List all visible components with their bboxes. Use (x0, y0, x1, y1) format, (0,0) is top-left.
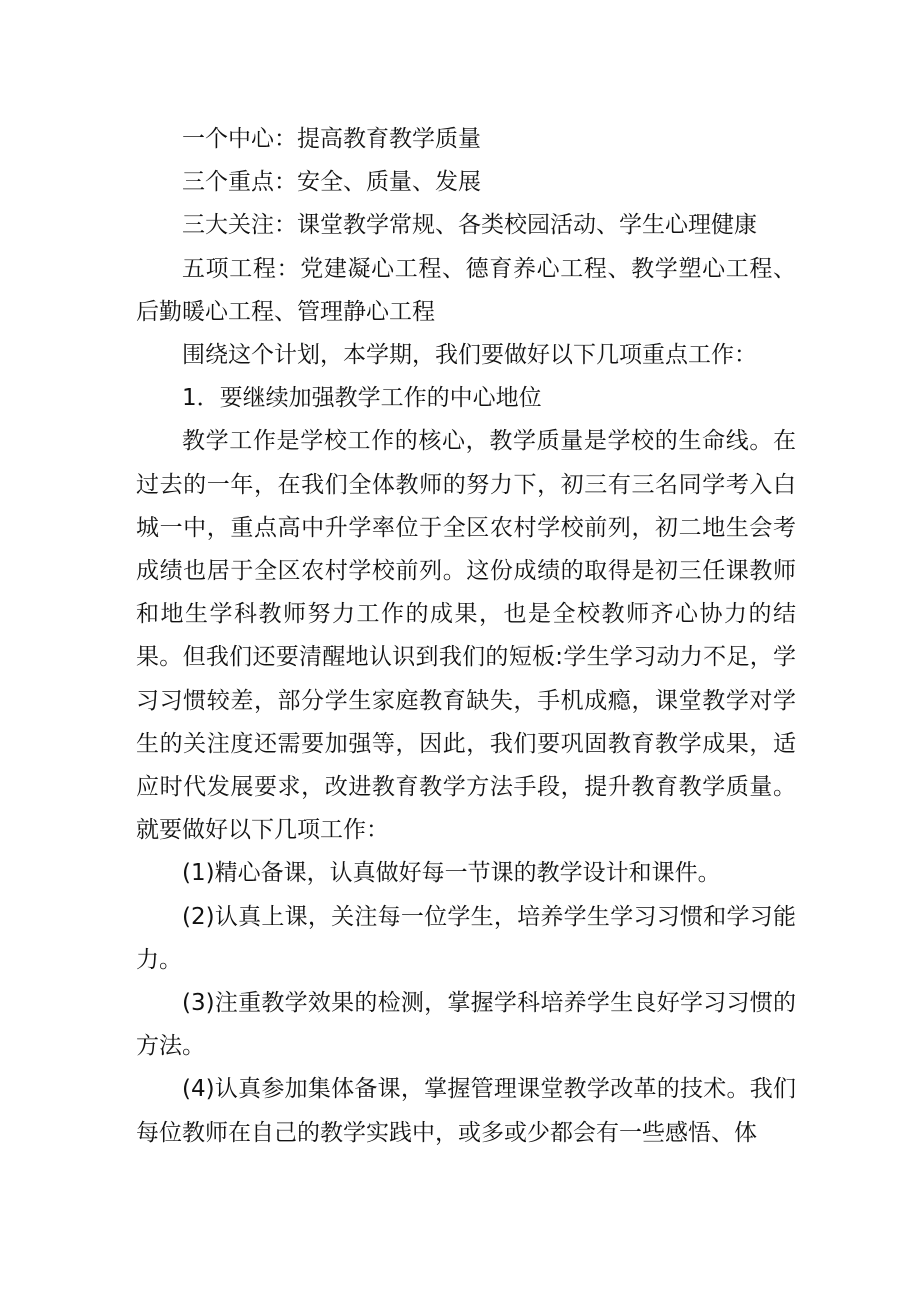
paragraph-five-projects: 五项工程：党建凝心工程、德育养心工程、教学塑心工程、后勤暖心工程、管理静心工程 (136, 255, 796, 325)
body-text (136, 118, 796, 1155)
paragraph-teaching-core: 教学工作是学校工作的核心，教学质量是学校的生命线。在过去的一年，在我们全体教师的努力下，初三有三名同学考入白城一中，重点高中升学率位于全区农村学校前列，初二地生会考成绩也居于全区农村学校前列。这份成绩的取得是初三任课教师和地生学科教师努力工作的成果，也是全校教师齐心协力的结果。但我们还要清醒地认识到我们的短板:学生学习动力不足，学习习惯较差，部分学生家庭教育缺失，手机成瘾，课堂教学对学生的关注度还需要加强等，因此，我们要巩固教育教学成果，适应时代发展要求，改进教育教学方法手段，提升教育教学质量。就要做好以下几项工作： (136, 428, 796, 844)
list-item-2: (2)认真上课，关注每一位学生，培养学生学习习惯和学习能力。 (136, 903, 796, 973)
list-item-3: (3)注重教学效果的检测，掌握学科培养学生良好学习习惯的方法。 (136, 990, 796, 1060)
list-item-4: (4)认真参加集体备课，掌握管理课堂教学改革的技术。我们每位教师在自己的教学实践中，或多或少都会有一些感悟、体 (136, 1076, 796, 1146)
paragraph-three-concerns: 三大关注：课堂教学常规、各类校园活动、学生心理健康 (182, 212, 757, 239)
paragraph-three-priorities: 三个重点：安全、质量、发展 (182, 169, 481, 196)
list-item-1: (1)精心备课，认真做好每一节课的教学设计和课件。 (182, 860, 721, 887)
section-heading-1: 1．要继续加强教学工作的中心地位 (182, 385, 542, 412)
paragraph-one-center: 一个中心：提高教育教学质量 (182, 126, 481, 152)
paragraph-plan-intro: 围绕这个计划，本学期，我们要做好以下几项重点工作： (182, 342, 757, 369)
